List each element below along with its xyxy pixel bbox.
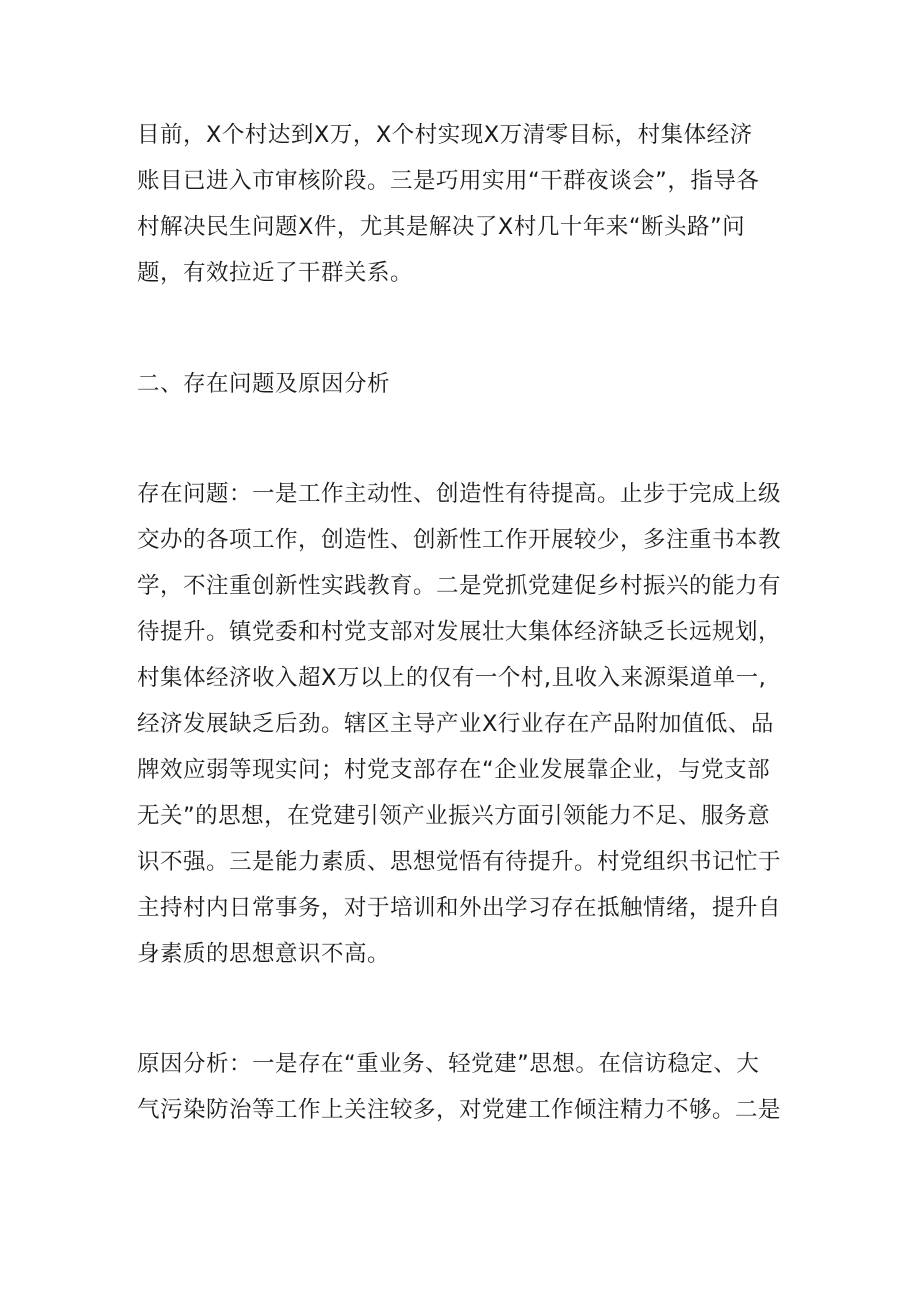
text-line: 学，不注重创新性实践教育。二是党抓党建促乡村振兴的能力有 [137, 573, 782, 599]
text-line: 目前，X个村达到X万，X个村实现X万清零目标，村集体经济 [137, 122, 753, 148]
text-line: 账目已进入市审核阶段。三是巧用实用“干群夜谈会”，指导各 [137, 168, 760, 194]
text-line: 主持村内日常事务，对于培训和外出学习存在抵触情绪，提升自 [137, 895, 782, 921]
text-line: 待提升。镇党委和村党支部对发展壮大集体经济缺乏长远规划， [137, 619, 782, 645]
text-line: 存在问题：一是工作主动性、创造性有待提高。止步于完成上级 [137, 481, 782, 507]
text-line: 牌效应弱等现实问；村党支部存在“企业发展靠企业，与党支部 [137, 757, 771, 783]
text-line: 村集体经济收入超X万以上的仅有一个村,且收入来源渠道单一, [137, 665, 767, 691]
text-line: 经济发展缺乏后劲。辖区主导产业X行业存在产品附加值低、品 [137, 711, 774, 737]
text-line: 村解决民生问题X件，尤其是解决了X村几十年来“断头路”问 [137, 214, 746, 240]
text-line: 原因分析：一是存在“重业务、轻党建”思想。在信访稳定、大 [137, 1051, 760, 1077]
text-line: 气污染防治等工作上关注较多，对党建工作倾注精力不够。二是 [137, 1097, 782, 1123]
text-line: 交办的各项工作，创造性、创新性工作开展较少，多注重书本教 [137, 527, 782, 553]
section-heading: 二、存在问题及原因分析 [137, 371, 391, 397]
text-line: 无关”的思想，在党建引领产业振兴方面引领能力不足、服务意 [137, 803, 771, 829]
text-line: 识不强。三是能力素质、思想觉悟有待提升。村党组织书记忙于 [137, 849, 782, 875]
text-line: 身素质的思想意识不高。 [137, 941, 391, 967]
text-line: 题，有效拉近了干群关系。 [137, 260, 414, 286]
